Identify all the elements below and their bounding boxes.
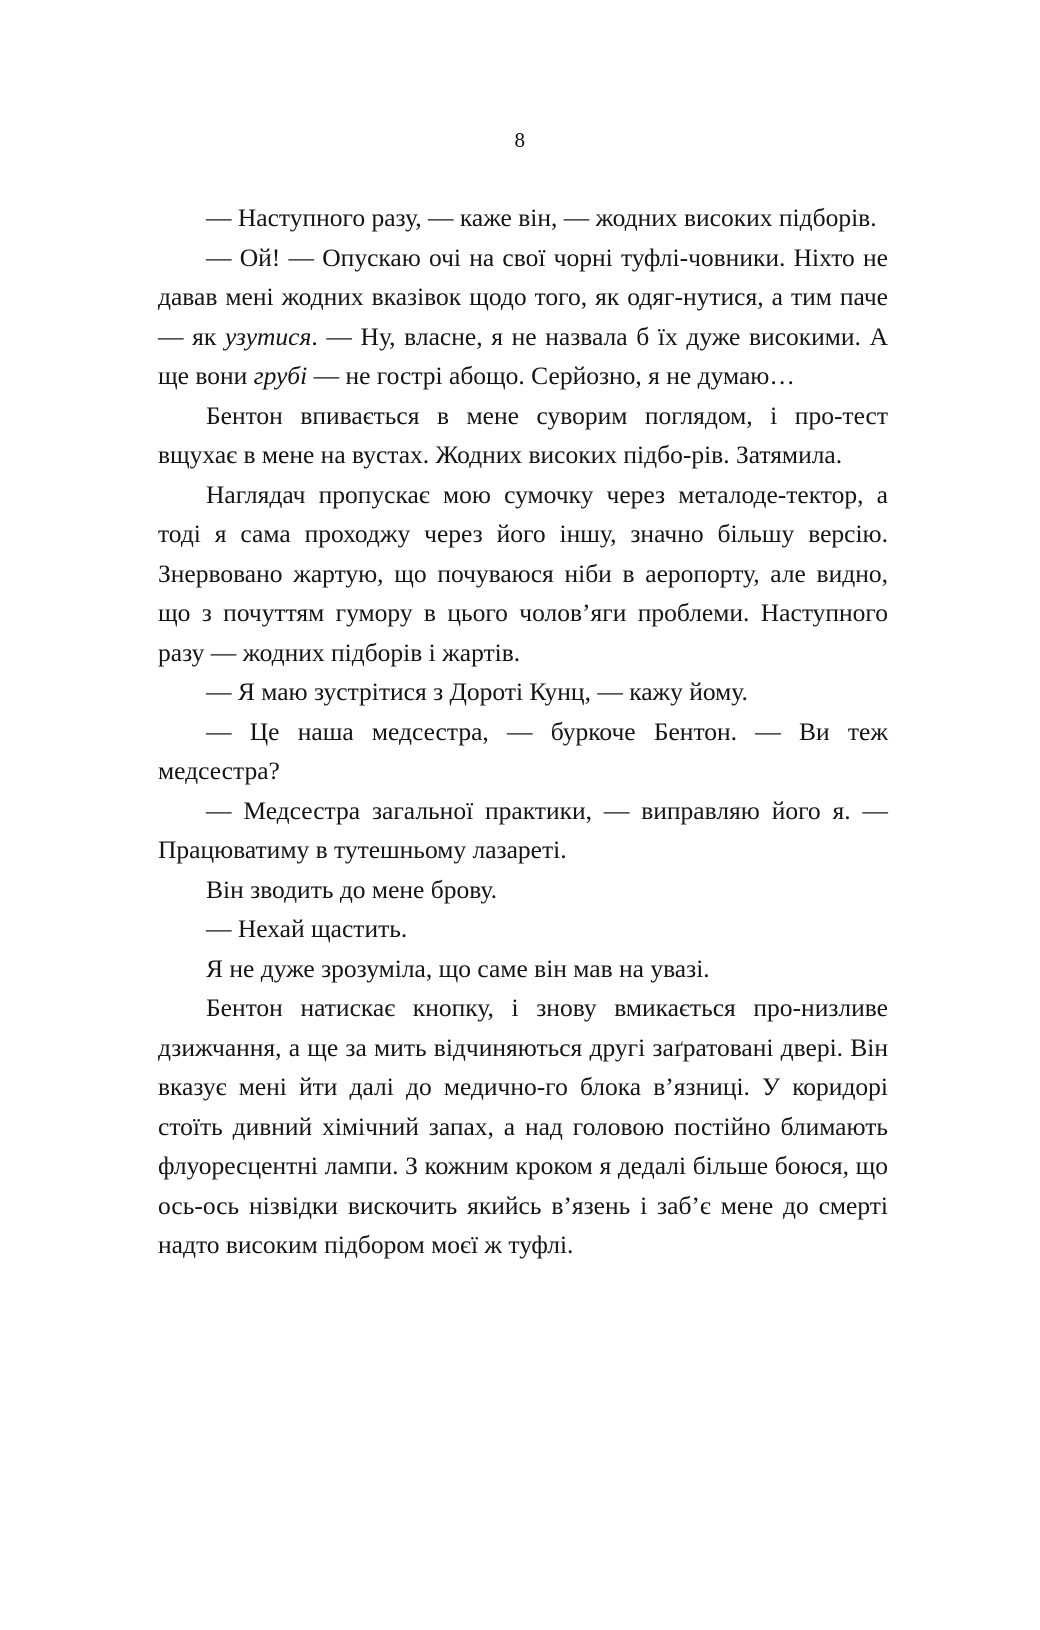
paragraph: Бентон впивається в мене суворим поглядом, і про-тест вщухає в мене на вустах. Жодних високих підбо-рів. Затямила.: [158, 400, 888, 469]
paragraph: Він зводить до мене брову.: [206, 874, 497, 904]
paragraph: — Наступного разу, — каже він, — жодних високих підборів.: [206, 203, 877, 232]
paragraph: — Медсестра загальної практики, — виправляю його я. — Працюватиму в тутешньому лазареті.: [158, 795, 888, 864]
paragraph: — Це наша медсестра, — буркоче Бентон. — Ви теж медсестра?: [158, 716, 888, 785]
paragraph: Бентон натискає кнопку, і знову вмикається про-низливе дзижчання, а ще за мить відчиняються другі заґратовані двері. Він вказує мені йти далі до медично-го блока в’язниці. У коридорі стоїть дивний хімічний запах, а над головою постійно блимають флуоресцентні лампи. З кожним кроком я дедалі більше боюся, що ось-ось нізвідки вискочить якийсь в’язень і заб’є мене до смерті надто високим підбором моєї ж туфлі.: [158, 993, 888, 1259]
paragraph: — Ой! — Опускаю очі на свої чорні туфлі-човники. Ніхто не давав мені жодних вказівок щодо того, як одяг-нутися, а тим паче — як узутися. — Ну, власне, я не назвала б їх дуже високими. А ще вони грубі — не гострі абощо. Серйозно, я не думаю…: [158, 242, 889, 390]
paragraph: — Я маю зустрітися з Дороті Кунц, — кажу йому.: [206, 677, 748, 706]
paragraph: — Нехай щастить.: [206, 914, 408, 943]
page-body-text: [158, 198, 888, 1265]
page-number: 8: [514, 128, 526, 152]
paragraph: Наглядач пропускає мою сумочку через металоде-тектор, а тоді я сама проходжу через його іншу, значно більшу версію. Знервовано жартую, що почуваюся ніби в аеропорту, але видно, що з почуттям гумору в цього чолов’яги проблеми. Наступного разу — жодних підборів і жартів.: [158, 479, 888, 667]
paragraph: Я не дуже зрозуміла, що саме він мав на увазі.: [206, 953, 710, 983]
